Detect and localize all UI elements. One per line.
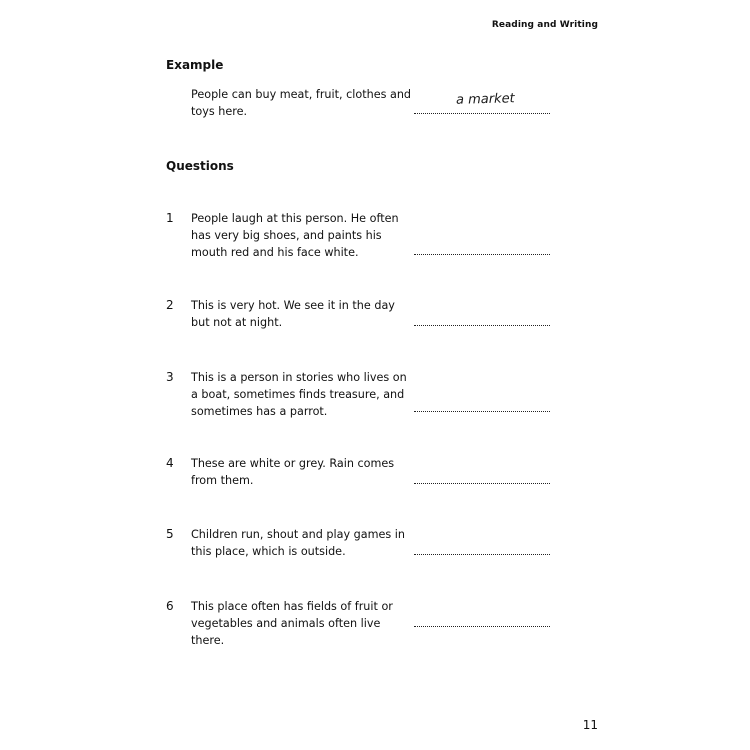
section-header: Reading and Writing bbox=[491, 20, 598, 30]
question-number: 6 bbox=[166, 599, 174, 613]
questions-heading: Questions bbox=[166, 159, 234, 173]
question-number: 5 bbox=[166, 527, 174, 541]
answer-line-1[interactable] bbox=[414, 254, 550, 255]
example-heading: Example bbox=[166, 58, 224, 72]
example-text: People can buy meat, fruit, clothes and toys here. bbox=[191, 88, 412, 118]
question-text: People laugh at this person. He often has very big shoes, and paints his mouth red and his face white. bbox=[191, 212, 399, 259]
question-text: This is very hot. We see it in the day but not at night. bbox=[191, 299, 395, 329]
example-answer: a market bbox=[455, 91, 515, 108]
question-text: These are white or grey. Rain comes from them. bbox=[191, 457, 395, 487]
answer-line-3[interactable] bbox=[414, 411, 550, 412]
example-answer-line bbox=[414, 113, 550, 114]
answer-line-5[interactable] bbox=[414, 554, 550, 555]
question-text: This place often has fields of fruit or vegetables and animals often live there. bbox=[191, 600, 393, 647]
answer-line-2[interactable] bbox=[414, 325, 550, 326]
question-text: Children run, shout and play games in this place, which is outside. bbox=[191, 528, 405, 558]
question-number: 3 bbox=[166, 370, 174, 384]
question-number: 1 bbox=[166, 211, 174, 225]
question-text: This is a person in stories who lives on a boat, sometimes finds treasure, and sometimes has a parrot. bbox=[191, 371, 407, 418]
answer-line-4[interactable] bbox=[414, 483, 550, 484]
question-number: 4 bbox=[166, 456, 174, 470]
question-number: 2 bbox=[166, 298, 174, 312]
answer-line-6[interactable] bbox=[414, 626, 550, 627]
page-number: 11 bbox=[582, 718, 598, 732]
